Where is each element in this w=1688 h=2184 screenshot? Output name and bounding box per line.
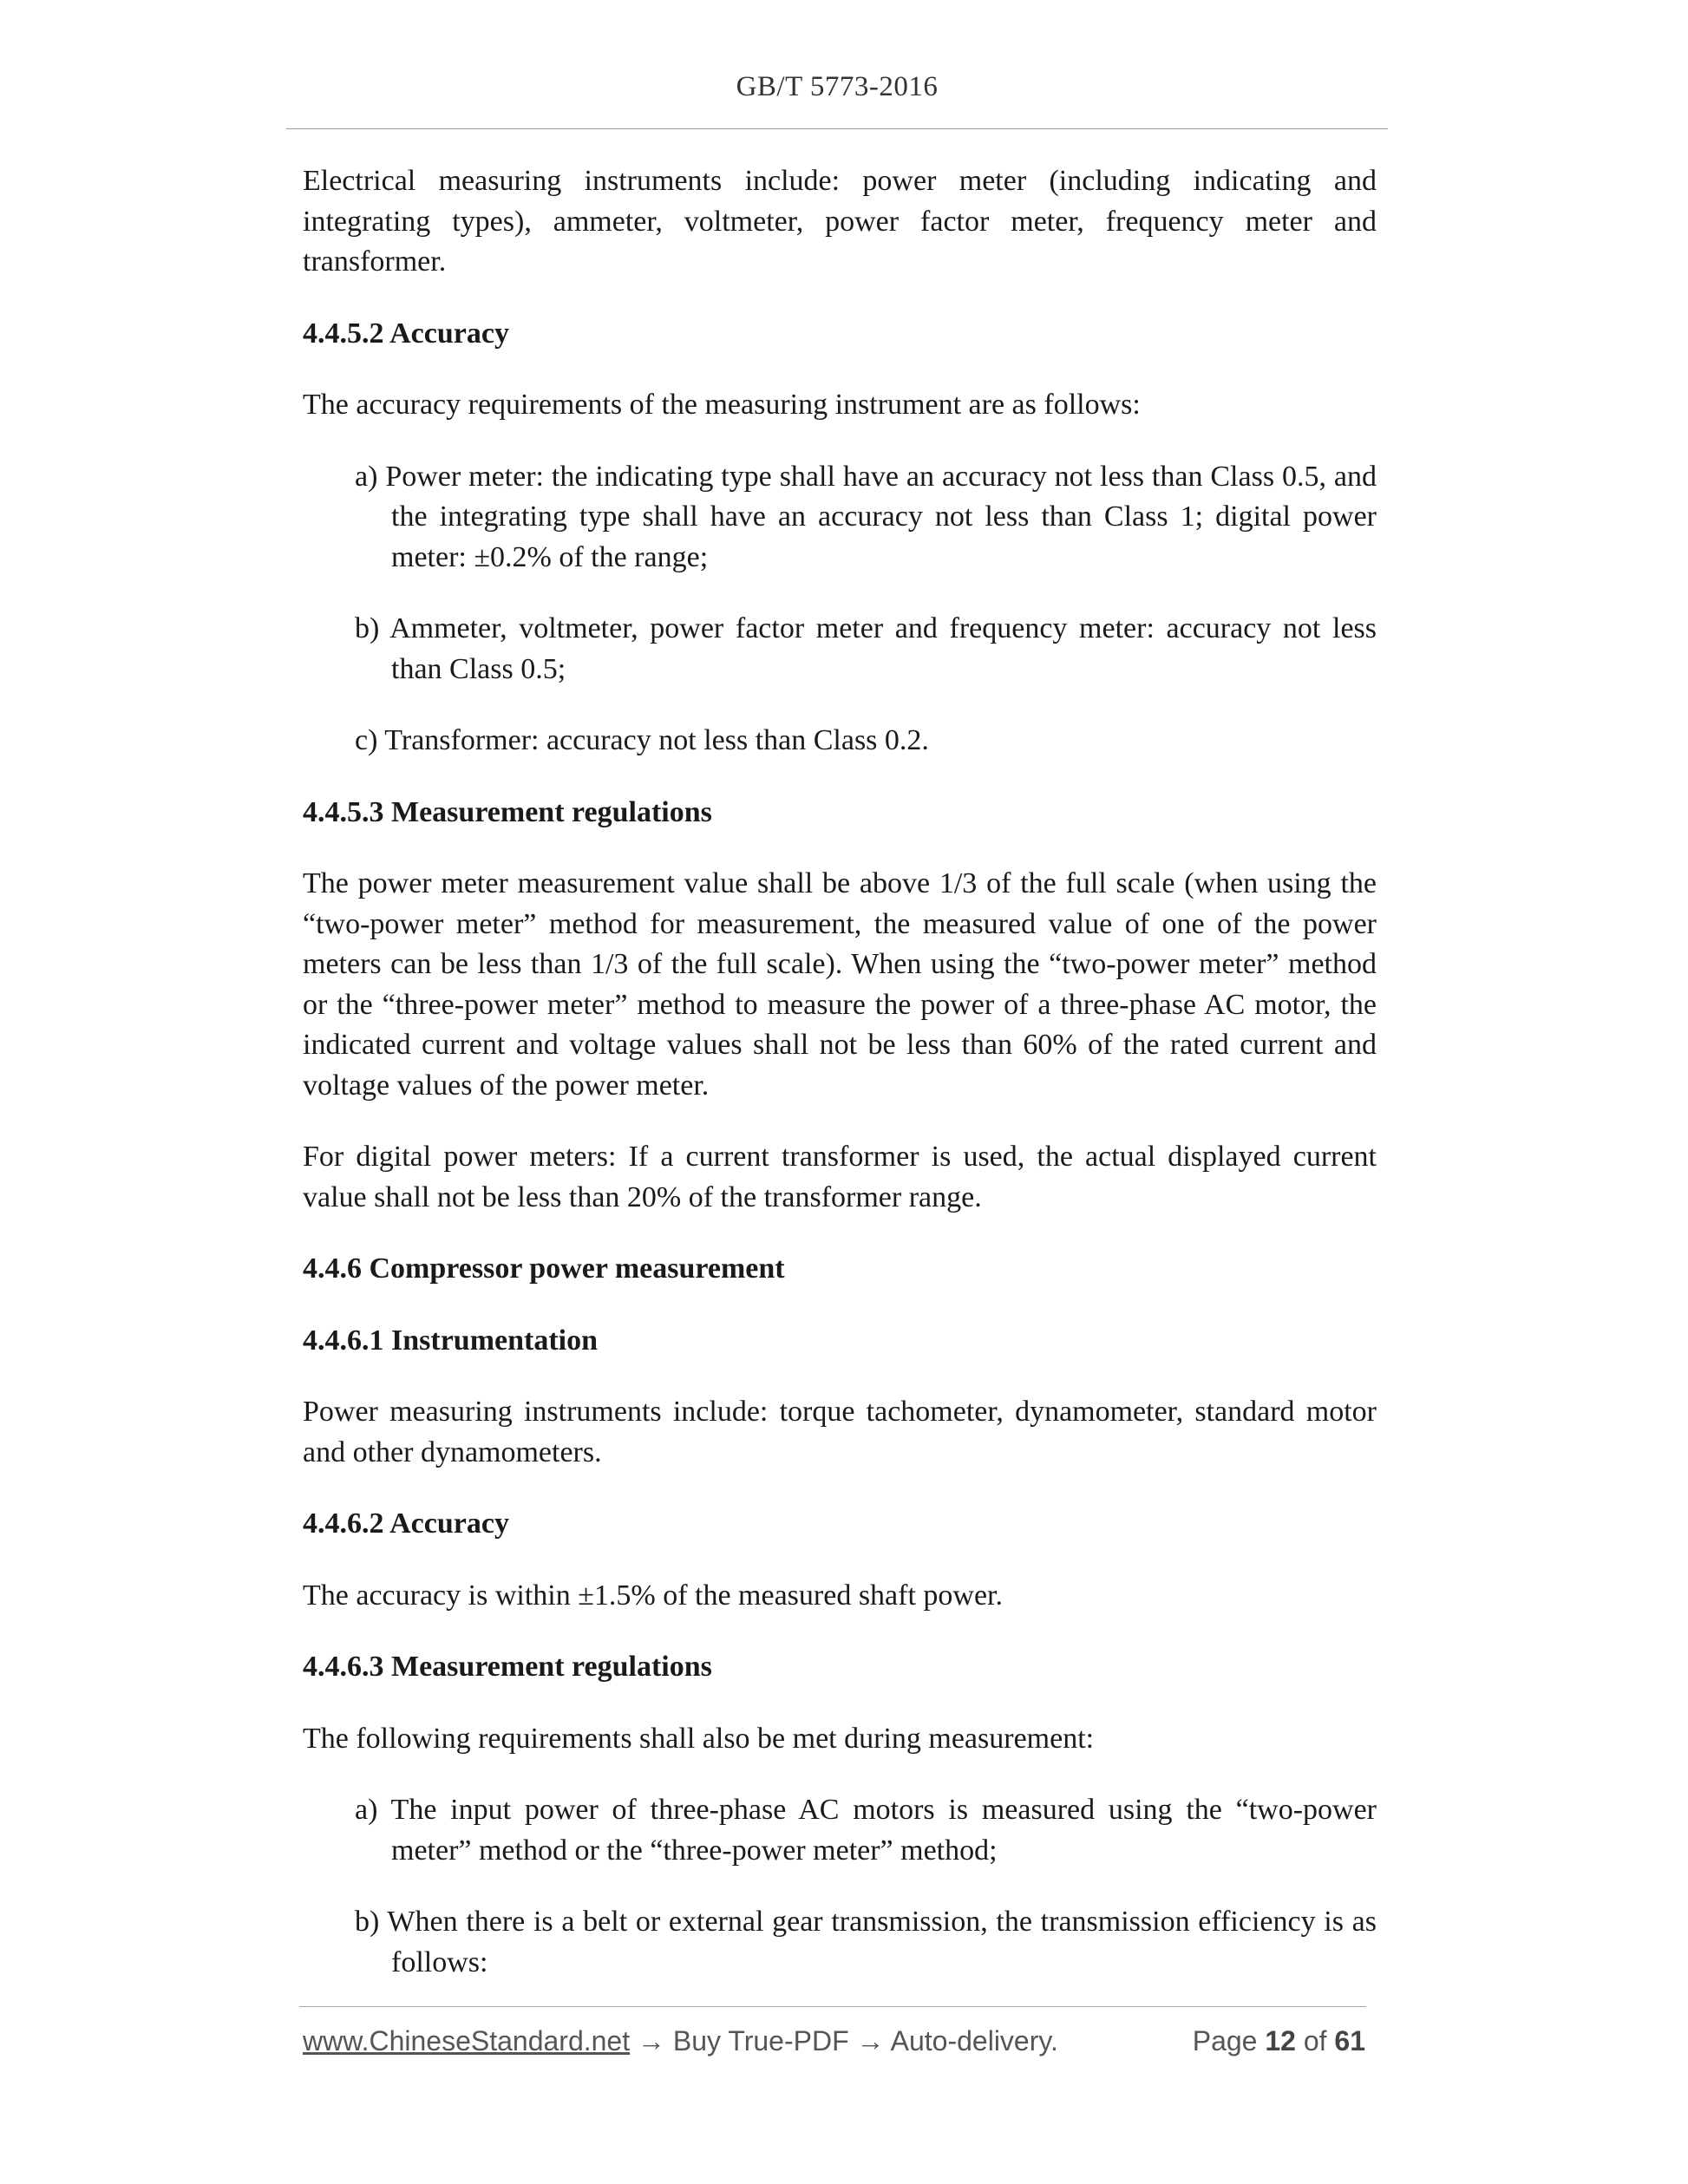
footer-tagline: → Buy True-PDF → Auto-delivery. — [630, 2025, 1058, 2056]
page-indicator — [1193, 2025, 1365, 2057]
section-4453-paragraph-2: For digital power meters: If a current transformer is used, the actual displayed current value shall not be less than 20% of the transformer range. — [303, 1141, 1377, 1213]
list-item: b) When there is a belt or external gear transmission, the transmission efficiency is as follows: — [355, 1906, 1377, 1978]
header-divider — [286, 128, 1388, 129]
page-header: GB/T 5773-2016 — [736, 71, 939, 102]
website-link[interactable]: www.ChineseStandard.net — [303, 2025, 631, 2056]
page-number: 12 — [1265, 2025, 1296, 2056]
footer-divider — [299, 2006, 1366, 2007]
document-body — [303, 161, 1377, 2014]
list-item: b) Ammeter, voltmeter, power factor meter and frequency meter: accuracy not less than Class 0.5; — [355, 612, 1377, 685]
section-heading-4461: 4.4.6.1 Instrumentation — [303, 1324, 599, 1357]
section-heading-4452: 4.4.5.2 Accuracy — [303, 317, 509, 350]
section-4462-paragraph: The accuracy is within ±1.5% of the measured shaft power. — [303, 1579, 1004, 1612]
section-4452-intro: The accuracy requirements of the measuring instrument are as follows: — [303, 389, 1141, 421]
section-heading-4453: 4.4.5.3 Measurement regulations — [303, 795, 712, 828]
section-heading-446: 4.4.6 Compressor power measurement — [303, 1252, 785, 1285]
list-item: a) The input power of three-phase AC motors is measured using the “two-power meter” method or the “three-power meter” method; — [355, 1794, 1377, 1867]
page-label: Page — [1192, 2025, 1258, 2056]
of-label: of — [1303, 2025, 1327, 2056]
intro-paragraph: Electrical measuring instruments include: power meter (including indicating and integrating types), ammeter, voltmeter, power factor meter, frequency meter and transformer. — [303, 165, 1377, 278]
section-4461-paragraph: Power measuring instruments include: torque tachometer, dynamometer, standard motor and other dynamometers. — [303, 1396, 1377, 1468]
section-4453-paragraph-1: The power meter measurement value shall be above 1/3 of the full scale (when using the “two-power meter” method for measurement, the measured value of one of the power meters can be less than 1/3 of the full scale). When using the “two-power meter” method or the “three-power meter” method to measure the power of a three-phase AC motor, the indicated current and voltage values shall not be less than 60% of the rated current and voltage values of the power meter. — [303, 867, 1377, 1102]
list-item: c) Transformer: accuracy not less than Class 0.2. — [355, 724, 929, 756]
page-footer — [303, 2025, 1365, 2057]
list-item: a) Power meter: the indicating type shall have an accuracy not less than Class 0.5, and the integrating type shall have an accuracy not less than Class 1; digital power meter: ±0.2% of the range; — [355, 460, 1377, 573]
section-heading-4463: 4.4.6.3 Measurement regulations — [303, 1651, 712, 1683]
section-4463-intro: The following requirements shall also be met during measurement: — [303, 1722, 1095, 1755]
total-pages: 61 — [1334, 2025, 1365, 2056]
section-heading-4462: 4.4.6.2 Accuracy — [303, 1507, 509, 1540]
